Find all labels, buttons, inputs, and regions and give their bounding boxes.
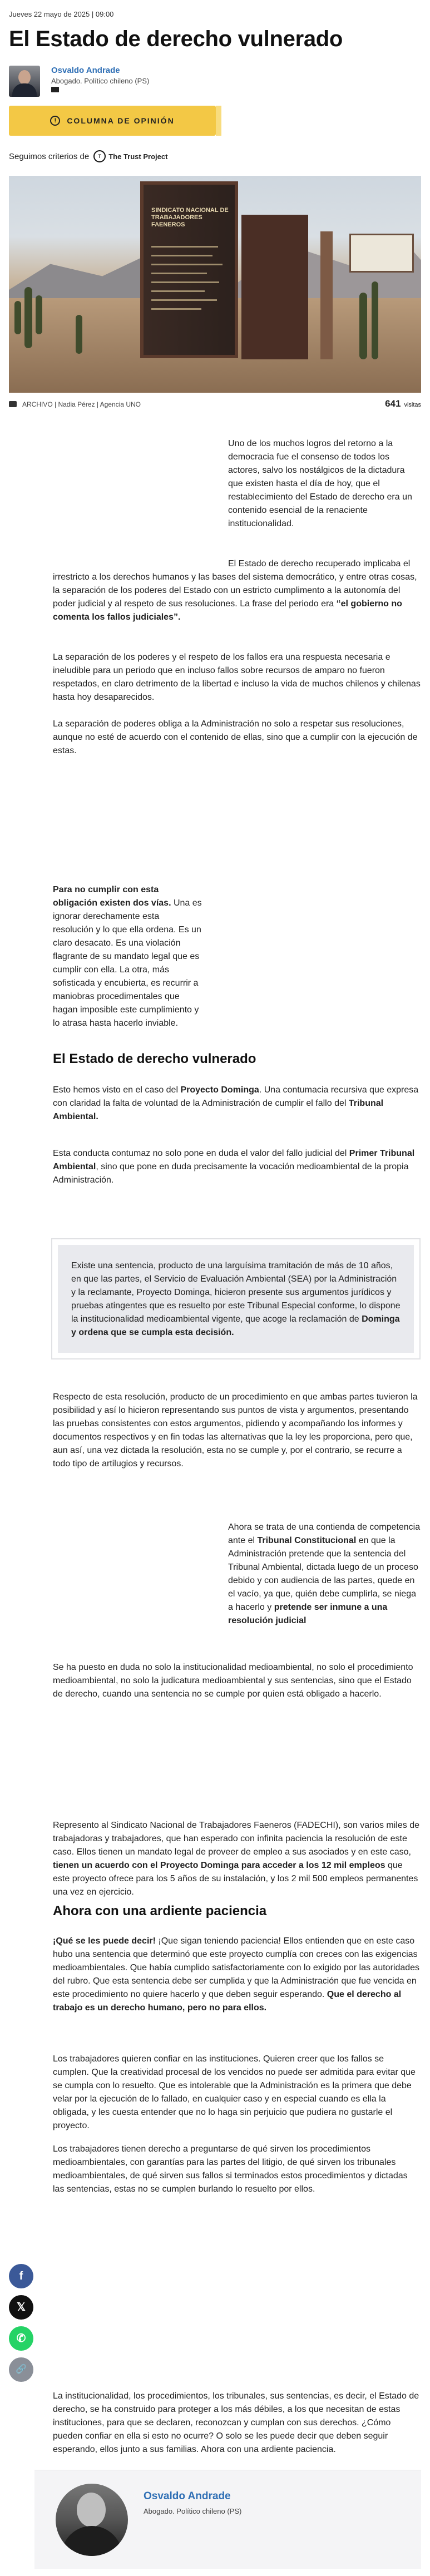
sign-post [241,215,308,359]
page-title: El Estado de derecho vulnerado [9,27,343,51]
paragraph-12: ¡Qué se les puede decir! ¡Que sigan teniendo paciencia! Ellos entienden que en este caso hubo una sentencia que determinó que este proyecto cumplía con creces con las exigencias medioambientales. Que había cumplido satisfactoriamente con lo exigido por las autoridades del rubro. Que esta sentencia debe ser cumplida y que la Administración que fue vencida en este procedimiento no quiere hacerlo y que deben seguir esperando. Que el derecho al trabajo es un derecho humano, pero no para ellos. [53,1936,420,2013]
trust-project-label: The Trust Project [108,152,168,161]
facebook-share-icon[interactable]: f [9,2264,33,2288]
author-card [34,2470,421,2569]
author-card-avatar[interactable] [56,2484,128,2556]
paragraph-5: Para no cumplir con esta obligación existen dos vías. Una es ignorar derechamente esta resolución y lo que ella ordena. Es un claro desacato. Es una violación flagrante de su mandato legal que es cumplir con ella. La otra, más sofisticada y encubierta, es recurrir a maniobras procedimentales que hagan imposible este cumplimiento y lo atrasa hasta hacerlo inviable. [53,885,202,1028]
blockquote [51,1238,421,1359]
caption-text: ARCHIVO | Nadia Pérez | Agencia UNO [22,401,141,408]
author-name-link[interactable]: Osvaldo Andrade [51,66,120,75]
author-header [9,65,231,98]
camera-icon [9,401,17,407]
publish-date: Jueves 22 mayo de 2025 | 09:00 [9,10,114,18]
paragraph-8: Respecto de esta resolución, producto de un procedimiento en que ambas partes tuvieron la posibilidad y así lo hicieron representando sus puntos de vista y argumentos, presentando las pruebas consistentes con estos argumentos, pidiendo y acompañando los informes y documentos respectivos y en fin todas las alternativas que la ley les proporciona, pero que, aun así, una vez dictada la resolución, esta no se cumple y, por el contrario, se recurre a todo tipo de artilugios y recursos. [53,1392,418,1469]
paragraph-14: Los trabajadores tienen derecho a preguntarse de qué sirven los procedimientos medioambientales, con garantías para las partes del litigio, de qué sirven los tribunales medioambientales, de qué sirven sus fallos si terminados estos procedimientos y dictadas las sentencias, estas no se cumplen burlando lo resuelto por ellos. [53,2144,408,2194]
wooden-post [320,231,333,359]
trust-project-logo-icon: T [93,150,106,162]
author-card-name-link[interactable]: Osvaldo Andrade [144,2490,231,2502]
paragraph-9: Ahora se trata de una contienda de competencia ante el Tribunal Constitucional en que la Administración pretende que la sentencia del Tribunal Ambiental, dictada luego de un proceso debido y con audiencia de las partes, quede en el vacío, ya que, quién debe cumplirla, se niega a hacerlo y pretende ser inmune a una resolución judicial [228,1522,421,1625]
author-card-role: Abogado. Político chileno (PS) [144,2507,242,2515]
paragraph-4: La separación de poderes obliga a la Administración no solo a respetar sus resoluciones, aunque no esté de acuerdo con el contenido de ellas, sino que a cumplir con la ejecución de estas. [53,719,418,755]
whatsapp-share-icon[interactable]: ✆ [9,2326,33,2351]
paragraph-11: Represento al Sindicato Nacional de Trabajadores Faeneros (FADECHI), son varios miles de trabajadoras y trabajadores, que han esperado con infinita paciencia la resolución de este caso. Ellos tienen un mandato legal de proveer de empleo a sus asociados y en este caso, tienen un acuerdo con el Proyecto Dominga para acceder a los 12 mil empleos que este proyecto ofrece para los 5 años de su instalación, y los 2 mil 500 empleos permanentes una vez en ejercicio. [53,1821,419,1897]
paragraph-6: Esto hemos visto en el caso del Proyecto Dominga. Una contumacia recursiva que expresa con claridad la falta de voluntad de la Administración de cumplir el fallo del Tribunal Ambiental. [53,1085,419,1121]
union-sign [140,181,238,358]
opinion-column-banner [9,106,216,136]
paragraph-3: La separación de los poderes y el respeto de los fallos era una respuesta necesaria e ineludible para un periodo que en incluso fallos sobre recursos de amparo no fueron respetados, en claro detrimento de la libertad e incluso la vida de muchos chilenos y chilenas hasta hoy desaparecidos. [53,652,421,702]
author-avatar[interactable] [9,66,40,97]
paragraph-15: La institucionalidad, los procedimientos, los tribunales, sus sentencias, es decir, el Estado de derecho, se ha construido para proteger a los más débiles, a los que necesitan de estas instituciones, para que se declaren, reconozcan y cumplan con sus derechos. ¿Cómo pueden confiar en ella si esto no ocurre? O solo se les puede decir que deben seguir esperando, ellos junto a sus familias. Ahora con una ardiente paciencia. [53,2391,419,2454]
small-sign [349,234,414,273]
quote-text: Existe una sentencia, producto de una larguísima tramitación de más de 10 años, en que las partes, el Servicio de Evaluación Ambiental (SEA) por la Administración y la reclamante, Proyecto Dominga, hicieron presente sus argumentos jurídicos y pruebas atingentes que es resuelto por este Tribunal Especial conforme, lo dispone la institucionalidad medioambiental vigente, que acoge la reclamación de [71,1261,401,1324]
union-sign-text: SINDICATO NACIONAL DE TRABAJADORES FAENEROS [151,207,229,228]
subheading-1: El Estado de derecho vulnerado [53,1051,256,1066]
copy-link-icon[interactable]: 🔗 [9,2357,33,2382]
author-role: Abogado. Político chileno (PS) [51,77,150,85]
quote-emphasis: Dominga y ordena que se cumpla esta decisión. [71,1314,400,1337]
trust-project-link[interactable] [93,150,167,162]
paragraph-1: Uno de los muchos logros del retorno a la democracia fue el consenso de todos los actores, salvo los nostálgicos de la dictadura que existen hasta el día de hoy, que el restablecimiento del Estado de derecho era un contenido esencial de la renaciente institucionalidad. [228,439,412,528]
trust-criteria [9,150,167,162]
x-share-icon[interactable]: 𝕏 [9,2295,33,2320]
mail-icon[interactable] [51,87,59,92]
photo-caption [9,398,421,412]
paragraph-7: Esta conducta contumaz no solo pone en duda el valor del fallo judicial del Primer Tribunal Ambiental, sino que pone en duda precisamente la vocación medioambiental de la propia Administración. [53,1149,415,1185]
info-icon: ! [50,116,60,126]
paragraph-2: El Estado de derecho recuperado implicaba el irrestricto a los derechos humanos y las bases del sistema democrático, y entre otras cosas, la separación de los poderes del Estado con un estricto cumplimento a la autonomía del poder judicial y al respeto de sus resoluciones. La frase del periodo era “el gobierno no comenta los fallos judiciales”. [53,559,417,622]
criteria-text: Seguimos criterios de [9,151,90,161]
views-counter: 641 visitas [385,398,421,409]
paragraph-10: Se ha puesto en duda no solo la institucionalidad medioambiental, no solo el procedimiento medioambiental, no solo la judicatura medioambiental y sus sentencias, sino que el Estado de derecho, cuando una sentencia no se cumple por quien está obligado a hacerlo. [53,1663,413,1699]
paragraph-13: Los trabajadores quieren confiar en las instituciones. Quieren creer que los fallos se cumplen. Que la creatividad procesal de los vencidos no puede ser admitida para evitar que se cumpla con lo resuelto. Que es intolerable que la Administración es la primera que debe velar por la ejecución de lo fallado, en cualquier caso y en especial cuando es ella la obligada, y les cuesta entender que no lo haga sin perjuicio que pudiera no gustarle el proyecto. [53,2054,416,2130]
subheading-2: Ahora con una ardiente paciencia [53,1903,267,1919]
opinion-label: COLUMNA DE OPINIÓN [67,116,175,125]
article-photo [9,176,421,393]
